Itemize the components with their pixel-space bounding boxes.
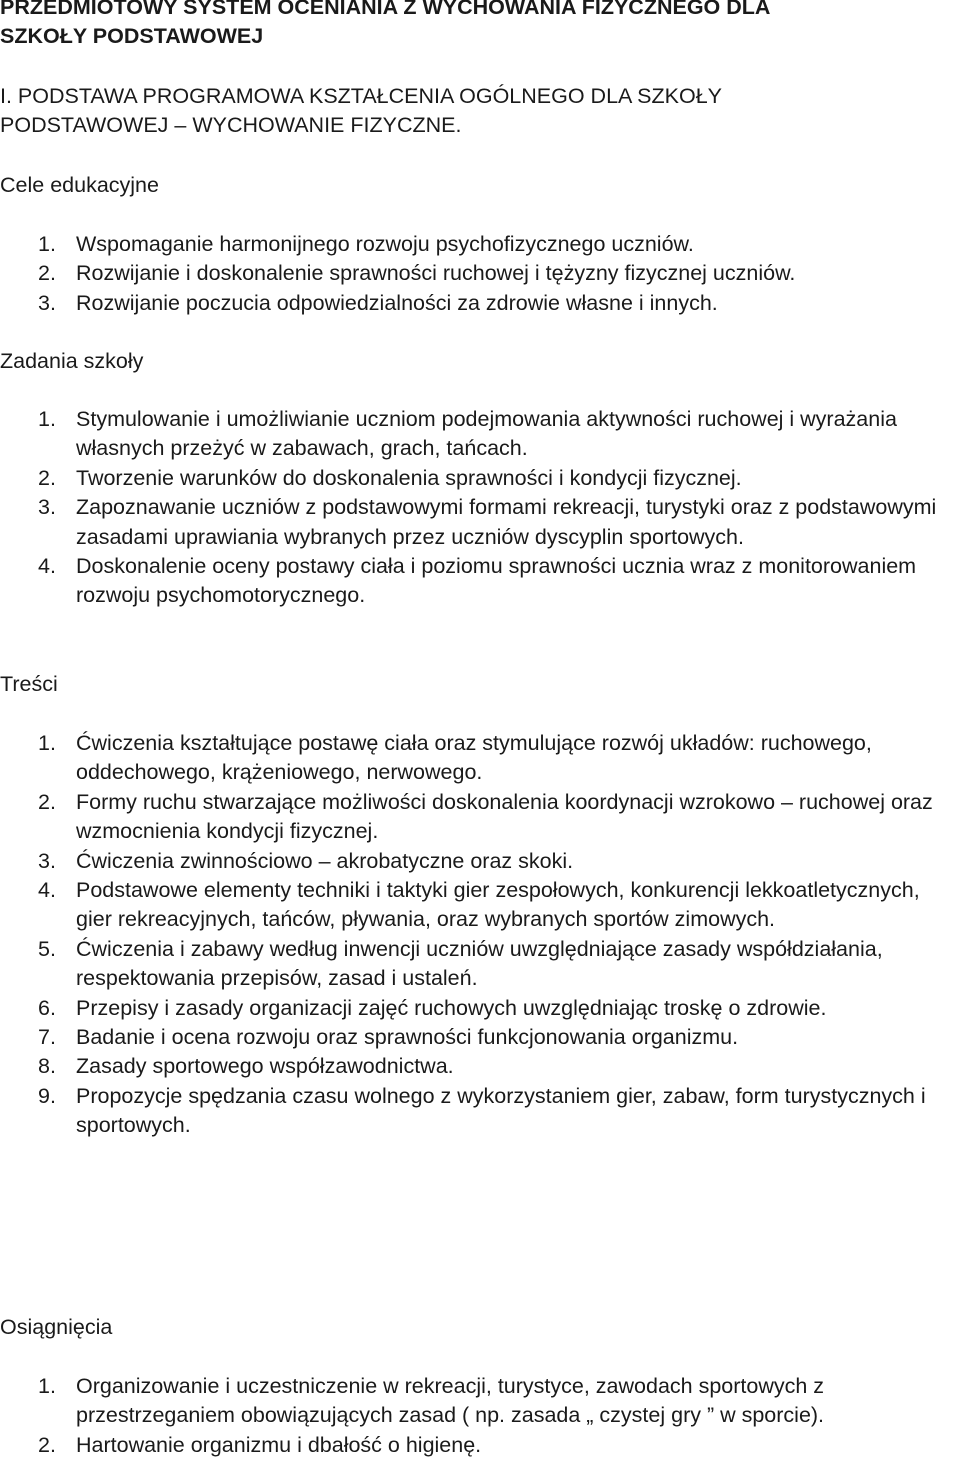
item-text: Tworzenie warunków do doskonalenia sprawności i kondycji fizycznej. [76, 465, 742, 490]
list-item [0, 788, 960, 847]
item-number: 3. [38, 495, 56, 520]
title-line-2: SZKOŁY PODSTAWOWEJ [0, 24, 264, 49]
item-text: Ćwiczenia kształtujące postawę ciała oraz stymulujące rozwój układów: ruchowego, oddechowego, krążeniowego, nerwowego. [76, 731, 872, 785]
item-number: 1. [38, 731, 56, 755]
item-number: 4. [38, 554, 56, 579]
item-text: Stymulowanie i umożliwianie uczniom podejmowania aktywności ruchowej i wyrażania własnych przeżyć w zabawach, grach, tańcach. [76, 407, 897, 461]
item-number: 1. [38, 407, 56, 431]
item-number: 8. [38, 1054, 56, 1079]
item-text: Rozwijanie poczucia odpowiedzialności za zdrowie własne i innych. [76, 290, 718, 315]
subtitle-line-2: PODSTAWOWEJ – WYCHOWANIE FIZYCZNE. [0, 113, 462, 138]
item-number: 1. [38, 232, 56, 256]
item-number: 4. [38, 878, 56, 903]
title-line-1: PRZEDMIOTOWY SYSTEM OCENIANIA Z WYCHOWANIA FIZYCZNEGO DLA [0, 0, 771, 19]
item-text: Badanie i ocena rozwoju oraz sprawności funkcjonowania organizmu. [76, 1025, 739, 1050]
list-item [0, 289, 960, 318]
item-number: 7. [38, 1025, 56, 1050]
item-number: 6. [38, 995, 56, 1020]
heading-zadania: Zadania szkoły [0, 349, 144, 373]
list-item [0, 1082, 960, 1141]
list-item [0, 876, 960, 935]
list-item [0, 1052, 960, 1081]
item-number: 3. [38, 290, 56, 315]
list-zadania [0, 405, 960, 611]
item-text: Ćwiczenia i zabawy według inwencji uczniów uwzględniające zasady współdziałania, respektowania przepisów, zasad i ustaleń. [76, 936, 883, 991]
list-item [0, 259, 960, 288]
list-item [0, 1023, 960, 1052]
list-osiagniecia [0, 1372, 960, 1460]
item-number: 2. [38, 261, 56, 286]
item-text: Podstawowe elementy techniki i taktyki gier zespołowych, konkurencji lekkoatletycznych, gier rekreacyjnych, tańców, pływania, oraz wybranych sportów zimowych. [76, 878, 920, 932]
list-cele [0, 230, 960, 318]
item-number: 2. [38, 465, 56, 490]
item-text: Formy ruchu stwarzające możliwości doskonalenia koordynacji wzrokowo – ruchowej oraz wzmocnienia kondycji fizycznej. [76, 789, 933, 844]
list-item [0, 405, 960, 464]
list-item [0, 994, 960, 1023]
item-text: Przepisy i zasady organizacji zajęć ruchowych uwzględniając troskę o zdrowie. [76, 995, 827, 1020]
item-number: 2. [38, 789, 56, 814]
item-number: 2. [38, 1432, 56, 1457]
item-text: Zasady sportowego współzawodnictwa. [76, 1054, 454, 1079]
list-item [0, 847, 960, 876]
heading-tresci: Treści [0, 672, 58, 696]
item-text: Hartowanie organizmu i dbałość o higienę. [76, 1432, 482, 1457]
list-item [0, 493, 960, 552]
item-number: 5. [38, 936, 56, 961]
item-number: 3. [38, 848, 56, 873]
list-item [0, 230, 960, 259]
subtitle-line-1: I. PODSTAWA PROGRAMOWA KSZTAŁCENIA OGÓLNEGO DLA SZKOŁY [0, 84, 722, 108]
heading-osiagniecia: Osiągnięcia [0, 1315, 113, 1339]
item-text: Organizowanie i uczestniczenie w rekreacji, turystyce, zawodach sportowych z przestrzeganiem obowiązujących zasad ( np. zasada „ czystej gry ” w sporcie). [76, 1374, 825, 1428]
list-item [0, 1372, 960, 1431]
item-text: Wspomaganie harmonijnego rozwoju psychofizycznego uczniów. [76, 232, 694, 256]
document-subtitle [0, 82, 960, 141]
item-text: Zapoznawanie uczniów z podstawowymi formami rekreacji, turystyki oraz z podstawowymi zasadami uprawiania wybranych przez uczniów dyscyplin sportowych. [76, 495, 937, 549]
list-item [0, 464, 960, 493]
item-text: Ćwiczenia zwinnościowo – akrobatyczne oraz skoki. [76, 848, 574, 873]
list-item [0, 729, 960, 788]
list-tresci [0, 729, 960, 1141]
item-text: Propozycje spędzania czasu wolnego z wykorzystaniem gier, zabaw, form turystycznych i sportowych. [76, 1083, 926, 1138]
list-item [0, 552, 960, 611]
item-text: Doskonalenie oceny postawy ciała i poziomu sprawności ucznia wraz z monitorowaniem rozwoju psychomotorycznego. [76, 554, 917, 608]
heading-cele: Cele edukacyjne [0, 173, 159, 197]
item-number: 1. [38, 1374, 56, 1398]
list-item [0, 935, 960, 994]
list-item [0, 1431, 960, 1460]
item-text: Rozwijanie i doskonalenie sprawności ruchowej i tężyzny fizycznej uczniów. [76, 261, 796, 286]
document-title [0, 0, 960, 52]
item-number: 9. [38, 1083, 56, 1108]
